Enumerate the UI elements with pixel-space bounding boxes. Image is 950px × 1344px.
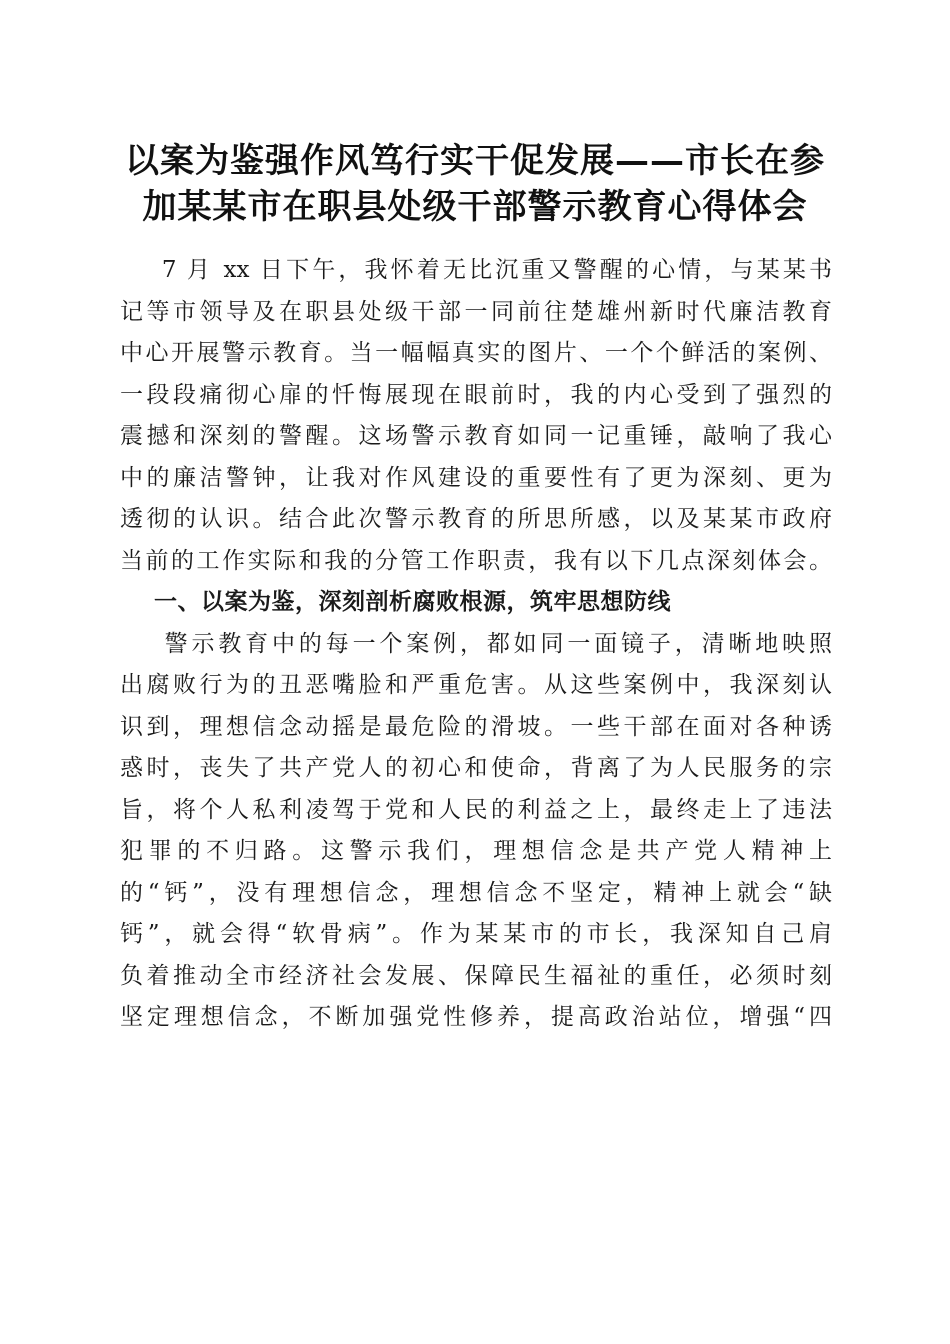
text-line: 透彻的认识。结合此次警示教育的所思所感，以及某某市政府 <box>120 506 832 532</box>
paragraph-1 <box>120 250 832 582</box>
text-line: 钙”，就会得“软骨病”。作为某某市的市长，我深知自己肩 <box>120 921 832 947</box>
text-line: 记等市领导及在职县处级干部一同前往楚雄州新时代廉洁教育 <box>120 298 832 325</box>
title-line-2: 加某某市在职县处级干部警示教育心得体会 <box>142 187 808 227</box>
text-line: 识到，理想信念动摇是最危险的滑坡。一些干部在面对各种诱 <box>120 713 832 740</box>
text-line: 惑时，丧失了共产党人的初心和使命，背离了为人民服务的宗 <box>120 755 832 781</box>
text-line: 旨，将个人私利凌驾于党和人民的利益之上，最终走上了违法 <box>120 796 832 823</box>
paragraph-2 <box>120 624 832 1039</box>
text-line: 当前的工作实际和我的分管工作职责，我有以下几点深刻体会。 <box>120 547 832 574</box>
text-line: 犯罪的不归路。这警示我们，理想信念是共产党人精神上 <box>120 838 832 864</box>
document-body <box>120 250 832 1039</box>
text-line: 出腐败行为的丑恶嘴脸和严重危害。从这些案例中，我深刻认 <box>120 672 832 698</box>
text-line: 震撼和深刻的警醒。这场警示教育如同一记重锤，敲响了我心 <box>120 423 832 449</box>
text-line: 负着推动全市经济社会发展、保障民生福祉的重任，必须时刻 <box>120 962 832 989</box>
text-line: 警示教育中的每一个案例，都如同一面镜子，清晰地映照 <box>120 630 832 657</box>
text-line: 7 月 xx 日下午，我怀着无比沉重又警醒的心情，与某某书 <box>120 257 832 283</box>
document-title <box>90 138 860 230</box>
text-line: 坚定理想信念，不断加强党性修养，提高政治站位，增强“四 <box>120 1004 832 1030</box>
text-line: 中的廉洁警钟，让我对作风建设的重要性有了更为深刻、更为 <box>120 464 832 491</box>
text-line: 中心开展警示教育。当一幅幅真实的图片、一个个鲜活的案例、 <box>120 340 832 366</box>
title-line-1: 以案为鉴强作风笃行实干促发展——市长在参 <box>125 141 825 181</box>
text-line: 的“钙”，没有理想信念，理想信念不坚定，精神上就会“缺 <box>120 879 832 906</box>
section-heading-1: 一、以案为鉴，深刻剖析腐败根源，筑牢思想防线 <box>120 589 672 615</box>
text-line: 一段段痛彻心扉的忏悔展现在眼前时，我的内心受到了强烈的 <box>120 381 832 408</box>
